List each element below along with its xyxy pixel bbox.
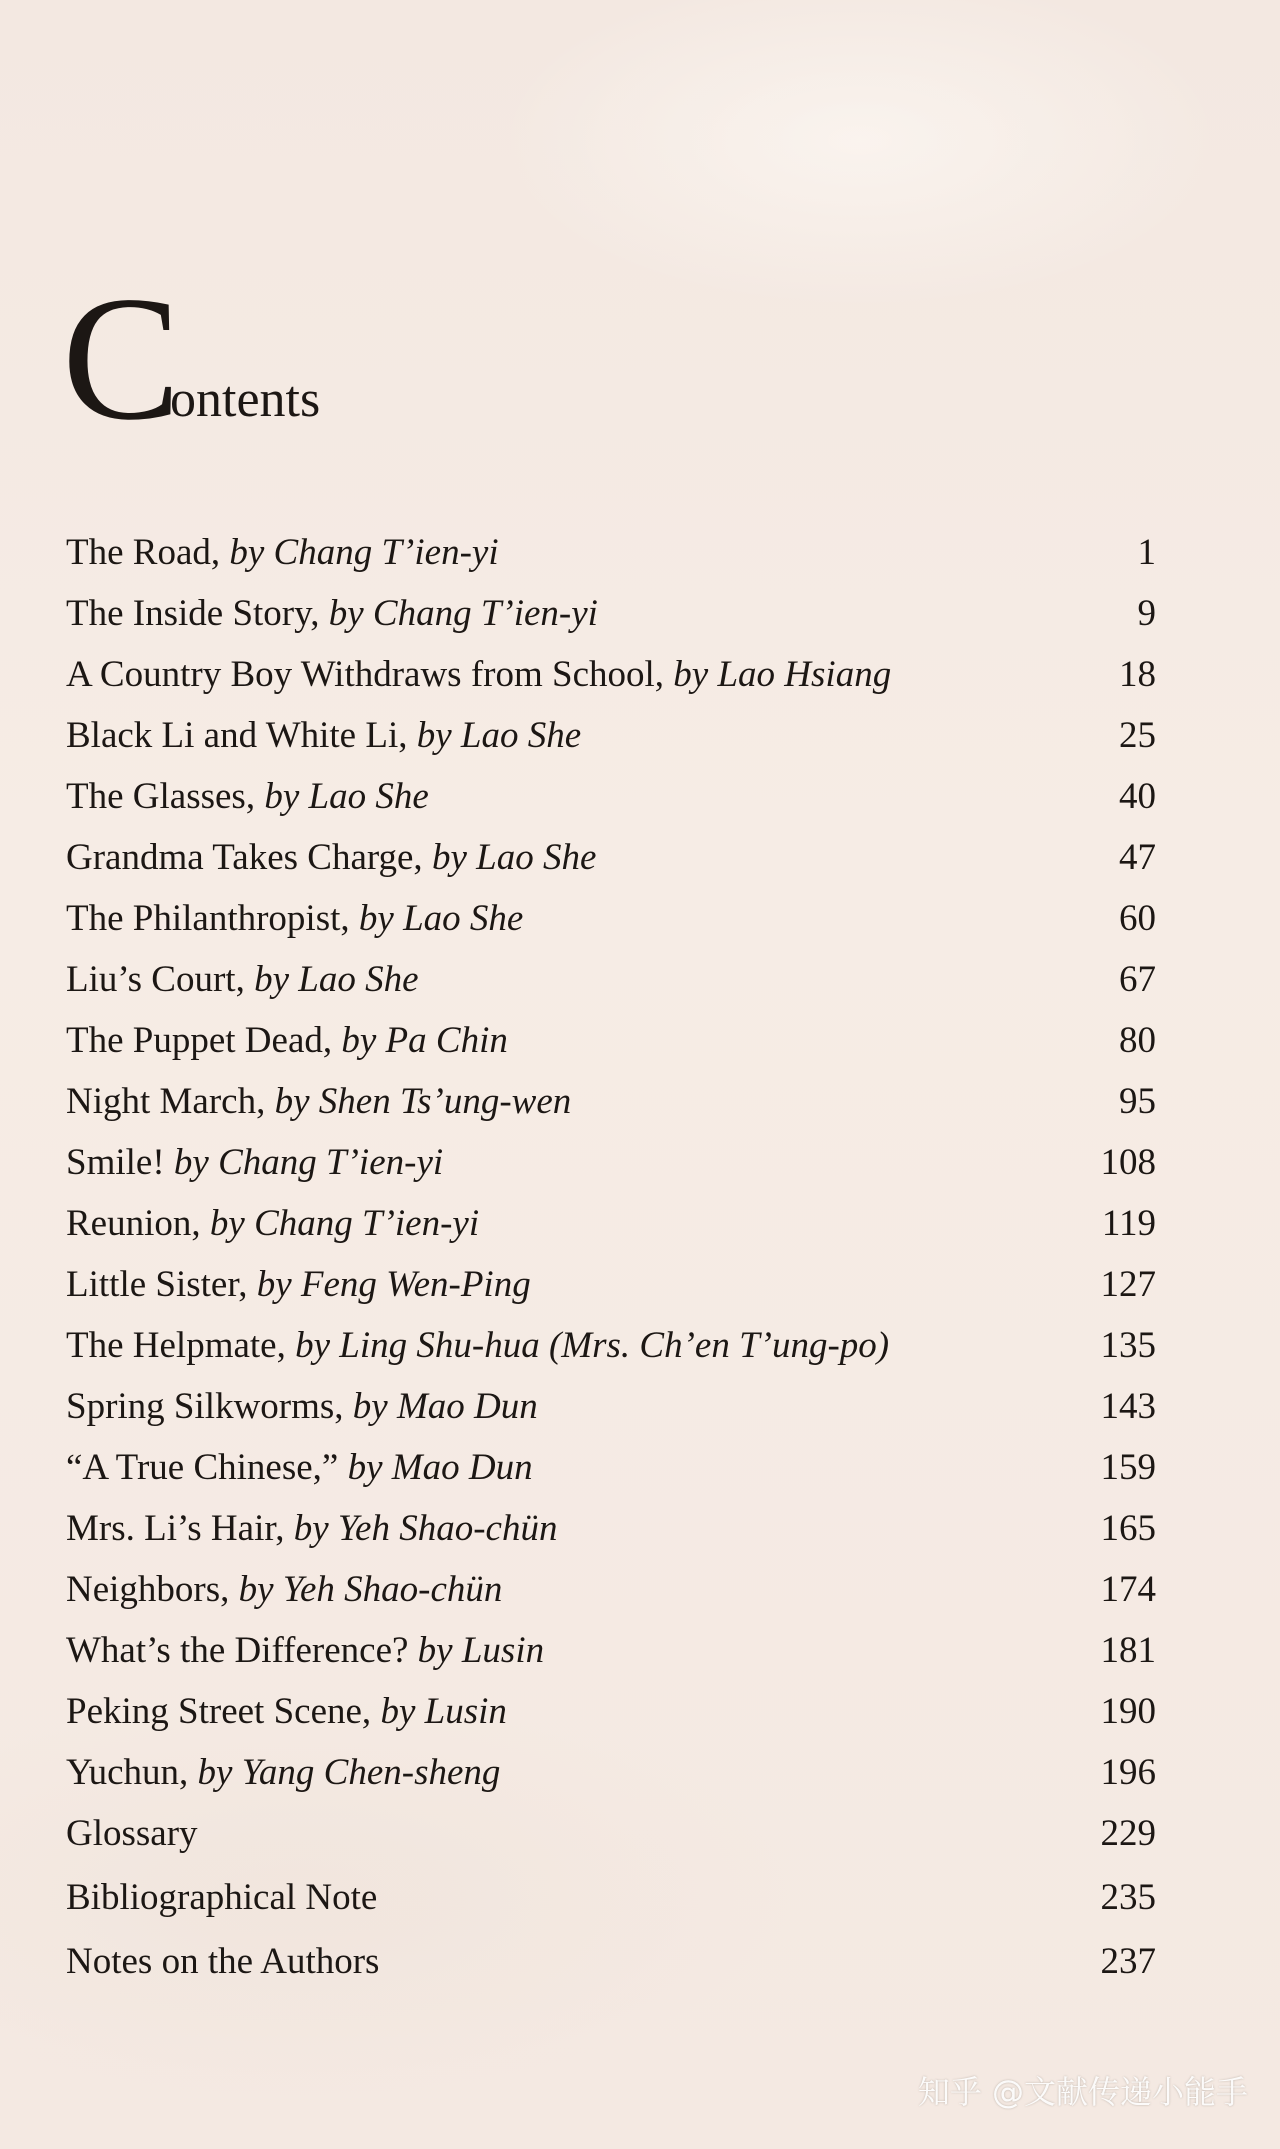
entry-page-number: 47: [1119, 837, 1156, 878]
toc-entry: [66, 1803, 1156, 1867]
entry-author: by Shen Ts’ung-wen: [274, 1081, 572, 1122]
entry-title: Little Sister,: [66, 1264, 257, 1305]
entry-title: Grandma Takes Charge,: [66, 837, 432, 878]
entry-title: Glossary: [66, 1813, 198, 1854]
entry-title: Peking Street Scene,: [66, 1691, 381, 1732]
entry-page-number: 196: [1100, 1752, 1156, 1793]
entry-page-number: 119: [1101, 1203, 1156, 1244]
heading-initial: C: [62, 259, 179, 457]
entry-page-number: 18: [1119, 654, 1156, 695]
entry-author: by Mao Dun: [347, 1447, 533, 1488]
toc-entry: [66, 1620, 1156, 1681]
table-of-contents: [66, 522, 1156, 1995]
entry-author: by Yeh Shao-chün: [293, 1508, 558, 1549]
watermark: 知乎 @文献传递小能手: [917, 2073, 1248, 2111]
entry-title: The Philanthropist,: [66, 898, 359, 939]
entry-title: Bibliographical Note: [66, 1877, 378, 1918]
entry-page-number: 9: [1137, 593, 1156, 634]
entry-page-number: 174: [1100, 1569, 1156, 1610]
entry-author: by Lao She: [264, 776, 429, 817]
toc-entry: [66, 1315, 1156, 1376]
entry-page-number: 95: [1119, 1081, 1156, 1122]
entry-page-number: 60: [1119, 898, 1156, 939]
toc-entry: [66, 1931, 1156, 1995]
entry-title: Notes on the Authors: [66, 1941, 380, 1982]
contents-heading: [62, 259, 462, 457]
toc-entry: [66, 644, 1156, 705]
entry-page-number: 165: [1100, 1508, 1156, 1549]
toc-entry: [66, 1867, 1156, 1931]
entry-author: by Lao She: [416, 715, 582, 756]
entry-title: The Glasses,: [66, 776, 265, 817]
toc-entry: [66, 1010, 1156, 1071]
toc-entry: [66, 827, 1156, 888]
entry-author: by Lao Hsiang: [673, 654, 892, 695]
entry-author: by Ling Shu-hua (Mrs. Ch’en T’ung-po): [295, 1325, 890, 1366]
entry-title: A Country Boy Withdraws from School,: [66, 654, 674, 695]
entry-page-number: 181: [1100, 1630, 1156, 1671]
entry-author: by Feng Wen-Ping: [256, 1264, 531, 1305]
entry-page-number: 229: [1100, 1813, 1156, 1854]
entry-page-number: 127: [1100, 1264, 1156, 1305]
entry-author: by Mao Dun: [352, 1386, 538, 1427]
entry-title: Spring Silkworms,: [66, 1386, 353, 1427]
toc-entry: [66, 1193, 1156, 1254]
entry-author: by Chang T’ien-yi: [328, 593, 598, 634]
toc-entry: [66, 888, 1156, 949]
entry-page-number: 235: [1100, 1877, 1156, 1918]
entry-title: Smile!: [66, 1142, 174, 1183]
entry-title: The Inside Story,: [66, 593, 329, 634]
heading-rest: ontents: [170, 371, 321, 428]
toc-entry: [66, 1254, 1156, 1315]
entry-author: by Pa Chin: [341, 1020, 508, 1061]
entry-title: The Helpmate,: [66, 1325, 296, 1366]
entry-title: Night March,: [66, 1081, 275, 1122]
entry-title: Mrs. Li’s Hair,: [66, 1508, 294, 1549]
entry-page-number: 108: [1100, 1142, 1156, 1183]
entry-page-number: 143: [1100, 1386, 1156, 1427]
entry-title: Black Li and White Li,: [66, 715, 417, 756]
entry-title: Reunion,: [66, 1203, 210, 1244]
entry-title: “A True Chinese,”: [66, 1447, 348, 1488]
entry-author: by Lao She: [358, 898, 524, 939]
toc-entry: [66, 705, 1156, 766]
entry-title: The Puppet Dead,: [66, 1020, 342, 1061]
entry-page-number: 237: [1100, 1941, 1156, 1982]
toc-entry: [66, 1498, 1156, 1559]
entry-title: Yuchun,: [66, 1752, 198, 1793]
toc-entry: [66, 1681, 1156, 1742]
entry-author: by Chang T’ien-yi: [209, 1203, 480, 1244]
toc-entry: [66, 1376, 1156, 1437]
entry-author: by Chang T’ien-yi: [229, 532, 499, 573]
entry-page-number: 190: [1100, 1691, 1156, 1732]
toc-entry: [66, 949, 1156, 1010]
entry-author: by Yang Chen-sheng: [197, 1752, 501, 1793]
entry-page-number: 67: [1119, 959, 1156, 1000]
entry-title: Liu’s Court,: [66, 959, 255, 1000]
entry-author: by Lusin: [380, 1691, 507, 1732]
toc-entry: [66, 1071, 1156, 1132]
entry-page-number: 25: [1119, 715, 1156, 756]
entry-author: by Lao She: [431, 837, 597, 878]
toc-entry: [66, 766, 1156, 827]
entry-author: by Yeh Shao-chün: [238, 1569, 503, 1610]
toc-entry: [66, 1437, 1156, 1498]
toc-entry: [66, 1559, 1156, 1620]
entry-author: by Chang T’ien-yi: [173, 1142, 444, 1183]
entry-page-number: 80: [1119, 1020, 1156, 1061]
toc-entry: [66, 522, 1156, 583]
toc-entry: [66, 1742, 1156, 1803]
entry-author: by Lusin: [417, 1630, 545, 1671]
entry-page-number: 159: [1100, 1447, 1156, 1488]
entry-title: Neighbors,: [66, 1569, 239, 1610]
entry-title: The Road,: [66, 532, 230, 573]
entry-page-number: 135: [1100, 1325, 1156, 1366]
entry-title: What’s the Difference?: [66, 1630, 418, 1671]
entry-page-number: 40: [1119, 776, 1156, 817]
entry-page-number: 1: [1137, 532, 1156, 573]
entry-author: by Lao She: [254, 959, 419, 1000]
toc-entry: [66, 1132, 1156, 1193]
toc-entry: [66, 583, 1156, 644]
